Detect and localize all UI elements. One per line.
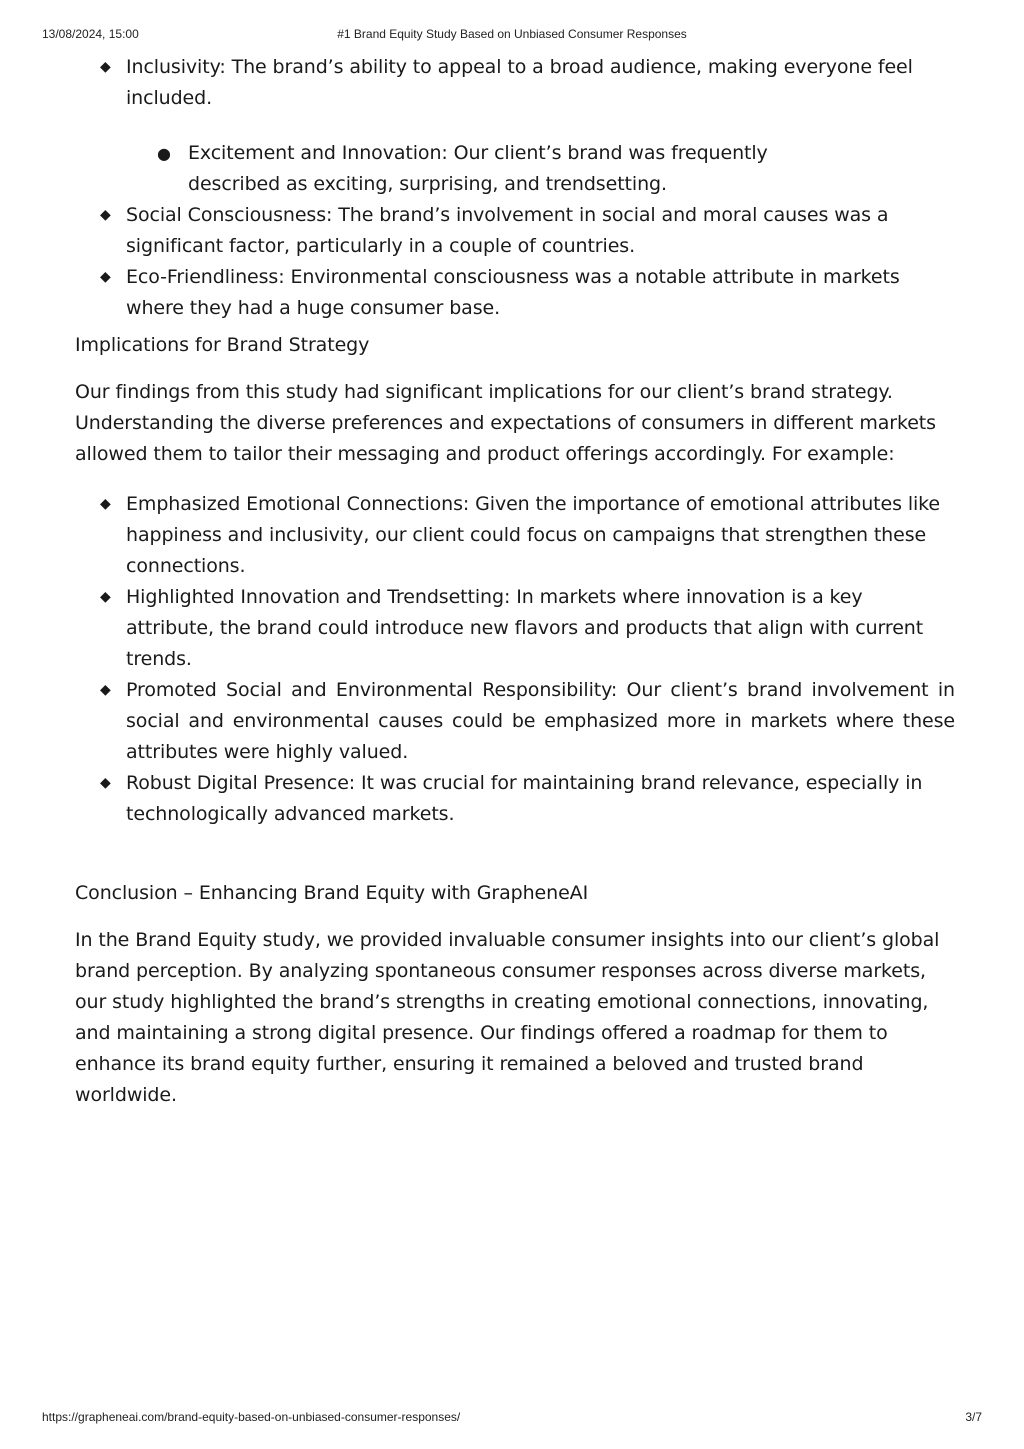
- print-url: https://grapheneai.com/brand-equity-based-on-unbiased-consumer-responses/: [42, 1410, 461, 1424]
- dot-bullet-icon: ●: [157, 144, 171, 163]
- print-datetime: 13/08/2024, 15:00: [42, 27, 139, 41]
- list-item-text: Excitement and Innovation: Our client’s brand was frequently described as exciting, surprising, and trendsetting.: [188, 142, 768, 195]
- diamond-bullet-icon: ◆: [100, 682, 111, 698]
- print-page-title: #1 Brand Equity Study Based on Unbiased Consumer Responses: [337, 27, 687, 41]
- page-number: 3/7: [965, 1410, 982, 1424]
- diamond-bullet-icon: ◆: [100, 496, 111, 512]
- list-item-social: [75, 200, 955, 262]
- implications-heading: Implications for Brand Strategy: [75, 334, 370, 356]
- list-item-digital: [75, 768, 955, 830]
- list-item-text: Emphasized Emotional Connections: Given the importance of emotional attributes like happiness and inclusivity, our client could focus on campaigns that strengthen these connections.: [126, 493, 940, 577]
- conclusion-paragraph: In the Brand Equity study, we provided invaluable consumer insights into our client’s global brand perception. By analyzing spontaneous consumer responses across diverse markets, our study highlighted the brand’s strengths in creating emotional connections, innovating, and maintaining a strong digital presence. Our findings offered a roadmap for them to enhance its brand equity further, ensuring it remained a beloved and trusted brand worldwide.: [75, 929, 940, 1106]
- list-item-text: Highlighted Innovation and Trendsetting: In markets where innovation is a key attribute, the brand could introduce new flavors and products that align with current trends.: [126, 586, 924, 670]
- diamond-bullet-icon: ◆: [100, 207, 111, 223]
- implications-list: [75, 489, 955, 830]
- attribute-list-more: [75, 200, 955, 324]
- print-header: [0, 27, 1024, 43]
- print-footer: [0, 1410, 1024, 1426]
- list-item-excitement: [138, 138, 778, 200]
- list-item-text: Eco-Friendliness: Environmental consciousness was a notable attribute in markets where they had a huge consumer base.: [126, 266, 900, 319]
- list-item-responsibility: [75, 675, 955, 768]
- article-body: [75, 52, 955, 1111]
- list-item-eco: [75, 262, 955, 324]
- list-item-text: Promoted Social and Environmental Responsibility: Our client’s brand involvement in social and environmental causes could be emphasized more in markets where these attributes were highly valued.: [126, 679, 955, 763]
- attribute-list-top: [75, 52, 955, 114]
- diamond-bullet-icon: ◆: [100, 269, 111, 285]
- list-item-innovation: [75, 582, 955, 675]
- list-item-emotional: [75, 489, 955, 582]
- diamond-bullet-icon: ◆: [100, 775, 111, 791]
- conclusion-heading: Conclusion – Enhancing Brand Equity with GrapheneAI: [75, 882, 589, 904]
- list-item-text: Social Consciousness: The brand’s involvement in social and moral causes was a significant factor, particularly in a couple of countries.: [126, 204, 889, 257]
- diamond-bullet-icon: ◆: [100, 59, 111, 75]
- implications-paragraph: Our findings from this study had significant implications for our client’s brand strategy. Understanding the diverse preferences and expectations of consumers in different markets allowed them to tailor their messaging and product offerings accordingly. For example:: [75, 381, 936, 465]
- list-item-text: Inclusivity: The brand’s ability to appeal to a broad audience, making everyone feel included.: [126, 56, 913, 109]
- list-item-text: Robust Digital Presence: It was crucial for maintaining brand relevance, especially in technologically advanced markets.: [126, 772, 923, 825]
- attribute-list-nested: [75, 138, 778, 200]
- list-item-inclusivity: [75, 52, 955, 114]
- diamond-bullet-icon: ◆: [100, 589, 111, 605]
